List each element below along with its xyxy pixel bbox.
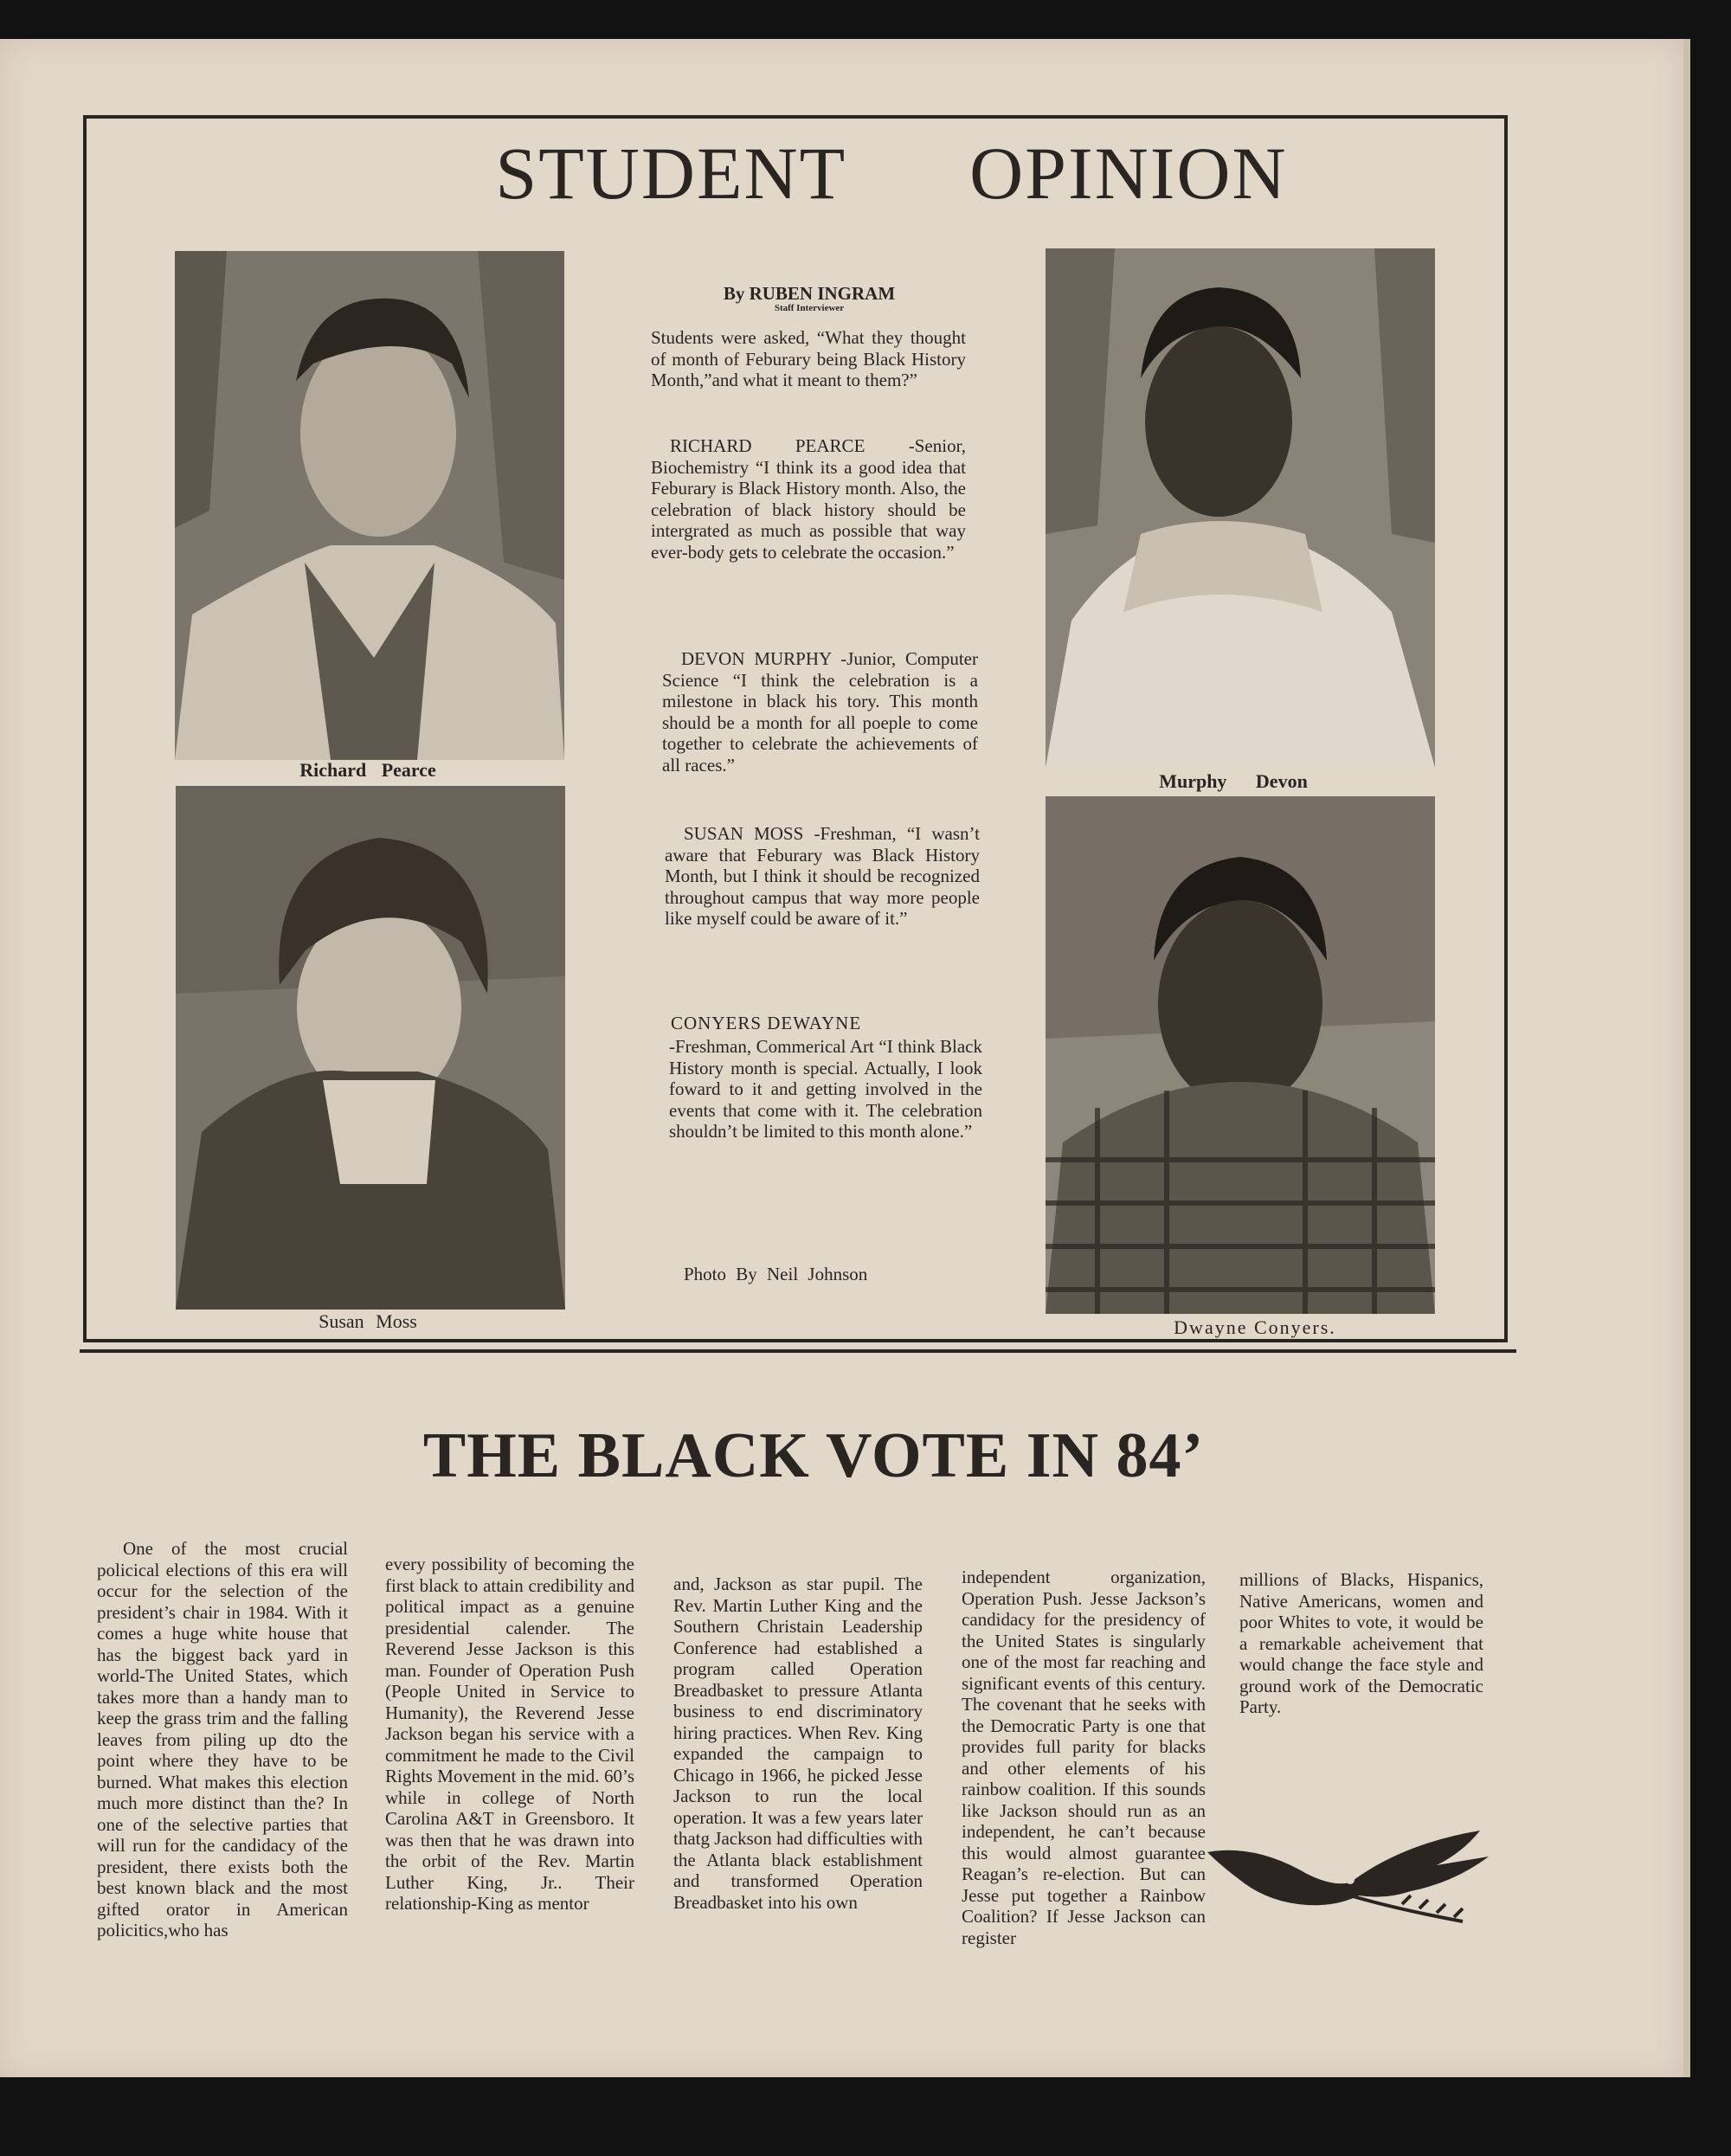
- article-column-3: and, Jackson as star pupil. The Rev. Martin Luther King and the Southern Christain Leadership Conference had established a program called Operation Breadbasket to pressure Atlanta business to end discriminatory hiring practices. When Rev. King expanded the campaign to Chicago in 1966, he picked Jesse Jackson to run the local operation. It was a few years later thatg Jackson had difficulties with the Atlanta black establishment and transformed Operation Breadbasket into his own: [673, 1574, 923, 1913]
- photo-richard-pearce: [175, 251, 564, 760]
- article-column-1: One of the most crucial policical elections of this era will occur for the selection of the president’s chair in 1984. With it comes a huge white house that has the biggest back yard in world-The United States, which takes more than a handy man to keep the grass trim and the falling leaves from piling up dto the point where they have to be burned. What makes this election much more distinct than the? In one of the selective parties that will run for the candidacy of the president, there exists both the best known black and the most gifted orator in American policitics,who has: [97, 1538, 348, 1940]
- caption-susan-moss: Susan Moss: [319, 1310, 417, 1332]
- interview-intro: Students were asked, “What they thought of month of Feburary being Black History Month,”and what it meant to them?”: [651, 327, 966, 390]
- caption-murphy-devon: Murphy Devon: [1159, 770, 1308, 792]
- byline-role: Staff Interviewer: [774, 303, 845, 313]
- caption-richard-pearce: Richard Pearce: [299, 759, 436, 781]
- byline: [645, 283, 974, 313]
- answer-conyers-dewayne-name: CONYERS DEWAYNE: [671, 1013, 862, 1033]
- article-column-2: every possibility of becoming the first black to attain credibility and political impact as a genuine presidential calender. The Reverend Jesse Jackson is this man. Founder of Operation Push (People United in Service to Humanity), the Reverend Jesse Jackson began his service with a commitment he made to the Civil Rights Movement in the mid. 60’s while in college of North Carolina A&T in Greensboro. It was then that he was drawn into the orbit of the Rev. Martin Luther King, Jr.. Their relationship-King as mentor: [385, 1554, 634, 1914]
- student-opinion-headline: STUDENT OPINION: [495, 132, 1288, 215]
- byline-name: By RUBEN INGRAM: [723, 283, 896, 304]
- article-column-4: independent organization, Operation Push. Jesse Jackson’s candidacy for the presidency of the United States is singularly one of the most far reaching and significant events of this century. The covenant that he seeks with the Democratic Party is one that provides full parity for blacks and other elements of his rainbow coalition. If this sounds like Jackson should run as an independent, he can’t because this would almost guarantee Reagan’s re-election. But can Jesse put together a Rainbow Coalition? If Jesse Jackson can register: [962, 1567, 1206, 1948]
- page-edge: [1683, 39, 1690, 2077]
- eagle-illustration: [1203, 1826, 1497, 1930]
- answer-devon-murphy: DEVON MURPHY -Junior, Computer Science “I think the celebration is a milestone in black his tory. This month should be a month for all poeple to come together to celebrate the achievements of all races.”: [662, 648, 978, 776]
- photo-susan-moss: [176, 786, 565, 1310]
- answer-richard-pearce: RICHARD PEARCE -Senior, Biochemistry “I think its a good idea that Feburary is Black History month. Also, the celebration of black history should be intergrated as much as possible that way ever-body gets to celebrate the occasion.”: [651, 435, 966, 563]
- photo-credit: Photo By Neil Johnson: [684, 1264, 868, 1284]
- caption-dwayne-conyers: Dwayne Conyers.: [1174, 1316, 1336, 1338]
- article-column-5: millions of Blacks, Hispanics, Native Americans, women and poor Whites to vote, it would be a remarkable acheivement that would change the face style and ground work of the Democratic Party.: [1239, 1569, 1483, 1717]
- photo-dwayne-conyers: [1046, 796, 1435, 1314]
- section-divider: [80, 1349, 1516, 1353]
- answer-conyers-dewayne: -Freshman, Commerical Art “I think Black History month is special. Actually, I look foward to it and getting involved in the events that come with it. The celebration shouldn’t be limited to this month alone.”: [669, 1036, 982, 1142]
- photo-murphy-devon: [1046, 248, 1435, 768]
- answer-susan-moss: SUSAN MOSS -Freshman, “I wasn’t aware that Feburary was Black History Month, but I think it should be recognized throughout campus that way more people like myself could be aware of it.”: [665, 823, 980, 929]
- black-vote-headline: THE BLACK VOTE IN 84’: [422, 1420, 1205, 1491]
